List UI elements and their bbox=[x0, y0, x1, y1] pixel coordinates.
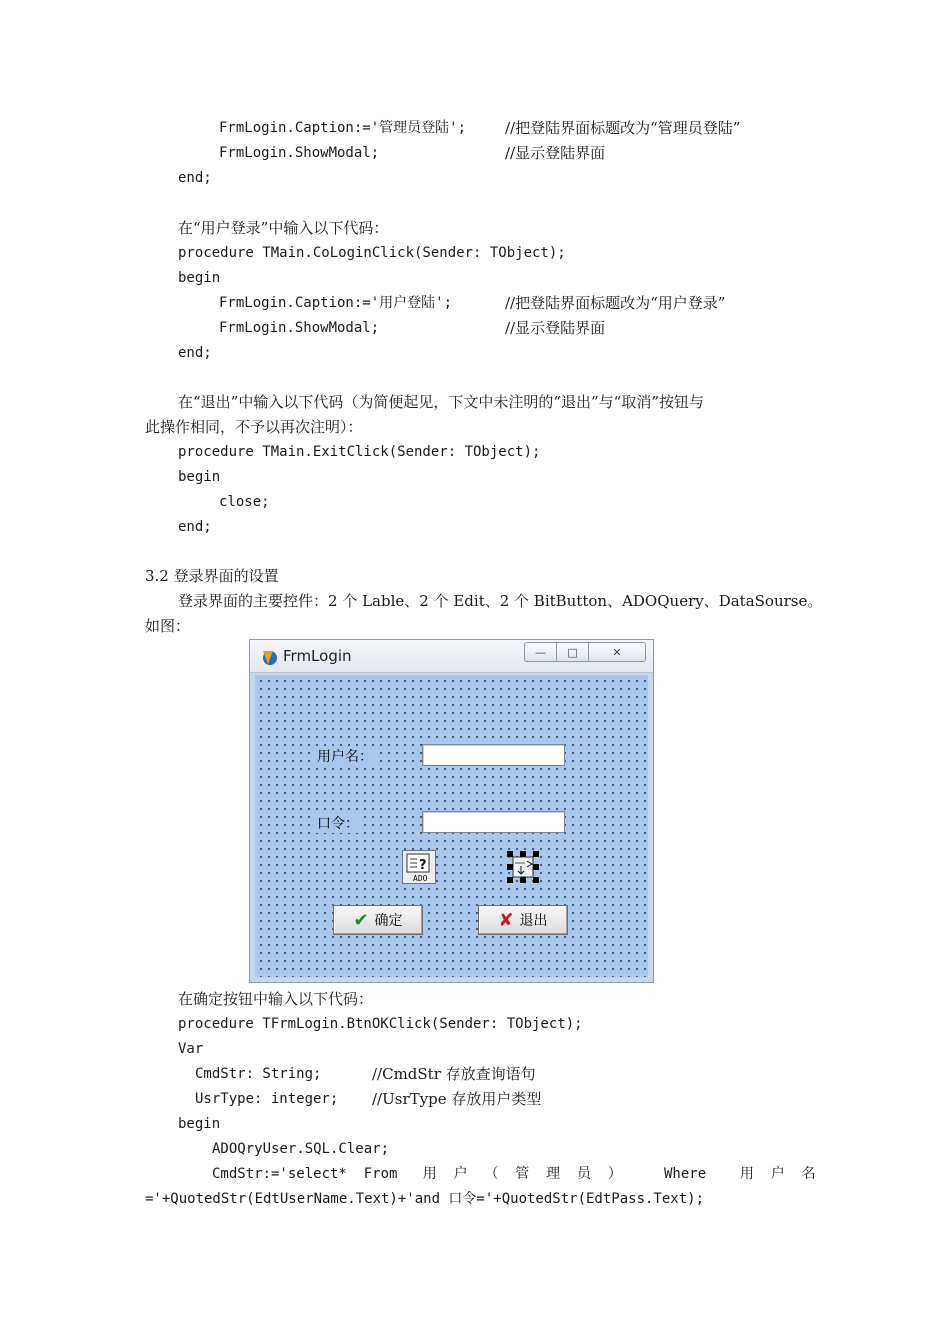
selection-handle[interactable] bbox=[520, 877, 526, 883]
code-comment: //显示登陆界面 bbox=[505, 319, 606, 337]
code-line: CmdStr: String; bbox=[195, 1066, 322, 1082]
prose-line: 在“退出”中输入以下代码（为简便起见，下文中未注明的“退出”与“取消”按钮与 bbox=[178, 393, 705, 411]
selection-handle[interactable] bbox=[507, 877, 513, 883]
username-edit[interactable] bbox=[422, 744, 565, 766]
prose-line: 如图： bbox=[145, 617, 191, 635]
username-label: 用户名： bbox=[315, 746, 375, 766]
code-line: end; bbox=[178, 170, 212, 186]
code-line: begin bbox=[178, 469, 221, 485]
svg-text:ADO: ADO bbox=[413, 874, 428, 883]
prose-line: 在“用户登录”中输入以下代码： bbox=[178, 219, 389, 237]
maximize-button[interactable] bbox=[556, 642, 589, 662]
exit-button-label: 退出 bbox=[519, 913, 548, 929]
selection-handle[interactable] bbox=[520, 851, 526, 857]
adoquery-icon bbox=[403, 851, 435, 883]
minimize-icon: — bbox=[535, 645, 546, 659]
code-comment: //把登陆界面标题改为“用户登录” bbox=[505, 294, 726, 312]
code-line: FrmLogin.Caption:='管理员登陆'; bbox=[219, 120, 467, 136]
code-line: end; bbox=[178, 345, 212, 361]
code-line: CmdStr:='select* From 用 户 （ 管 理 员 ） Where 用 户 名 bbox=[212, 1166, 816, 1182]
minimize-button[interactable] bbox=[524, 642, 557, 662]
ok-button[interactable] bbox=[333, 905, 423, 935]
code-comment: //CmdStr 存放查询语句 bbox=[372, 1065, 536, 1083]
maximize-icon: □ bbox=[567, 645, 578, 659]
frmlogin-window bbox=[249, 639, 654, 983]
code-line: Var bbox=[178, 1041, 204, 1057]
ok-button-label: 确定 bbox=[374, 913, 403, 929]
code-line: FrmLogin.Caption:='用户登陆'; bbox=[219, 295, 453, 311]
code-line: FrmLogin.ShowModal; bbox=[219, 145, 380, 161]
exit-button[interactable] bbox=[478, 905, 568, 935]
code-line: procedure TMain.CoLoginClick(Sender: TObject); bbox=[178, 245, 566, 261]
code-line: begin bbox=[178, 270, 221, 286]
selection-handle[interactable] bbox=[533, 864, 539, 870]
cross-icon: ✘ bbox=[498, 909, 514, 931]
code-comment: //UsrType 存放用户类型 bbox=[372, 1090, 542, 1108]
code-line: begin bbox=[178, 1116, 221, 1132]
prose-line: 此操作相同，不予以再次注明）： bbox=[145, 418, 363, 436]
password-label: 口令： bbox=[315, 813, 361, 833]
selection-handle[interactable] bbox=[507, 851, 513, 857]
datasource-component[interactable] bbox=[509, 853, 537, 881]
close-button[interactable] bbox=[588, 642, 646, 662]
code-line: ='+QuotedStr(EdtUserName.Text)+'and 口令='+QuotedStr(EdtPass.Text); bbox=[145, 1191, 705, 1207]
delphi-app-icon bbox=[260, 648, 278, 666]
checkmark-icon: ✔ bbox=[353, 909, 369, 931]
code-comment: //显示登陆界面 bbox=[505, 144, 606, 162]
selection-handle[interactable] bbox=[533, 877, 539, 883]
prose-line: 登录界面的主要控件：2 个 Lable、2 个 Edit、2 个 BitButton、ADOQuery、DataSourse。 bbox=[178, 592, 823, 610]
window-titlebar bbox=[250, 640, 653, 673]
code-line: UsrType: integer; bbox=[195, 1091, 339, 1107]
svg-text:?: ? bbox=[419, 858, 427, 873]
password-edit[interactable] bbox=[422, 811, 565, 833]
code-line: close; bbox=[219, 494, 270, 510]
prose-line: 3.2 登录界面的设置 bbox=[145, 567, 279, 585]
window-title: FrmLogin bbox=[283, 647, 352, 665]
prose-line: 在确定按钮中输入以下代码： bbox=[178, 990, 374, 1008]
code-line: FrmLogin.ShowModal; bbox=[219, 320, 380, 336]
selection-handle[interactable] bbox=[507, 864, 513, 870]
code-line: procedure TFrmLogin.BtnOKClick(Sender: TObject); bbox=[178, 1016, 583, 1032]
code-line: ADOQryUser.SQL.Clear; bbox=[212, 1141, 390, 1157]
selection-handle[interactable] bbox=[533, 851, 539, 857]
close-icon: ✕ bbox=[612, 645, 622, 659]
adoquery-component[interactable] bbox=[402, 850, 436, 884]
form-client-area bbox=[255, 675, 648, 977]
code-line: procedure TMain.ExitClick(Sender: TObject); bbox=[178, 444, 541, 460]
code-comment: //把登陆界面标题改为“管理员登陆” bbox=[505, 119, 741, 137]
code-line: end; bbox=[178, 519, 212, 535]
